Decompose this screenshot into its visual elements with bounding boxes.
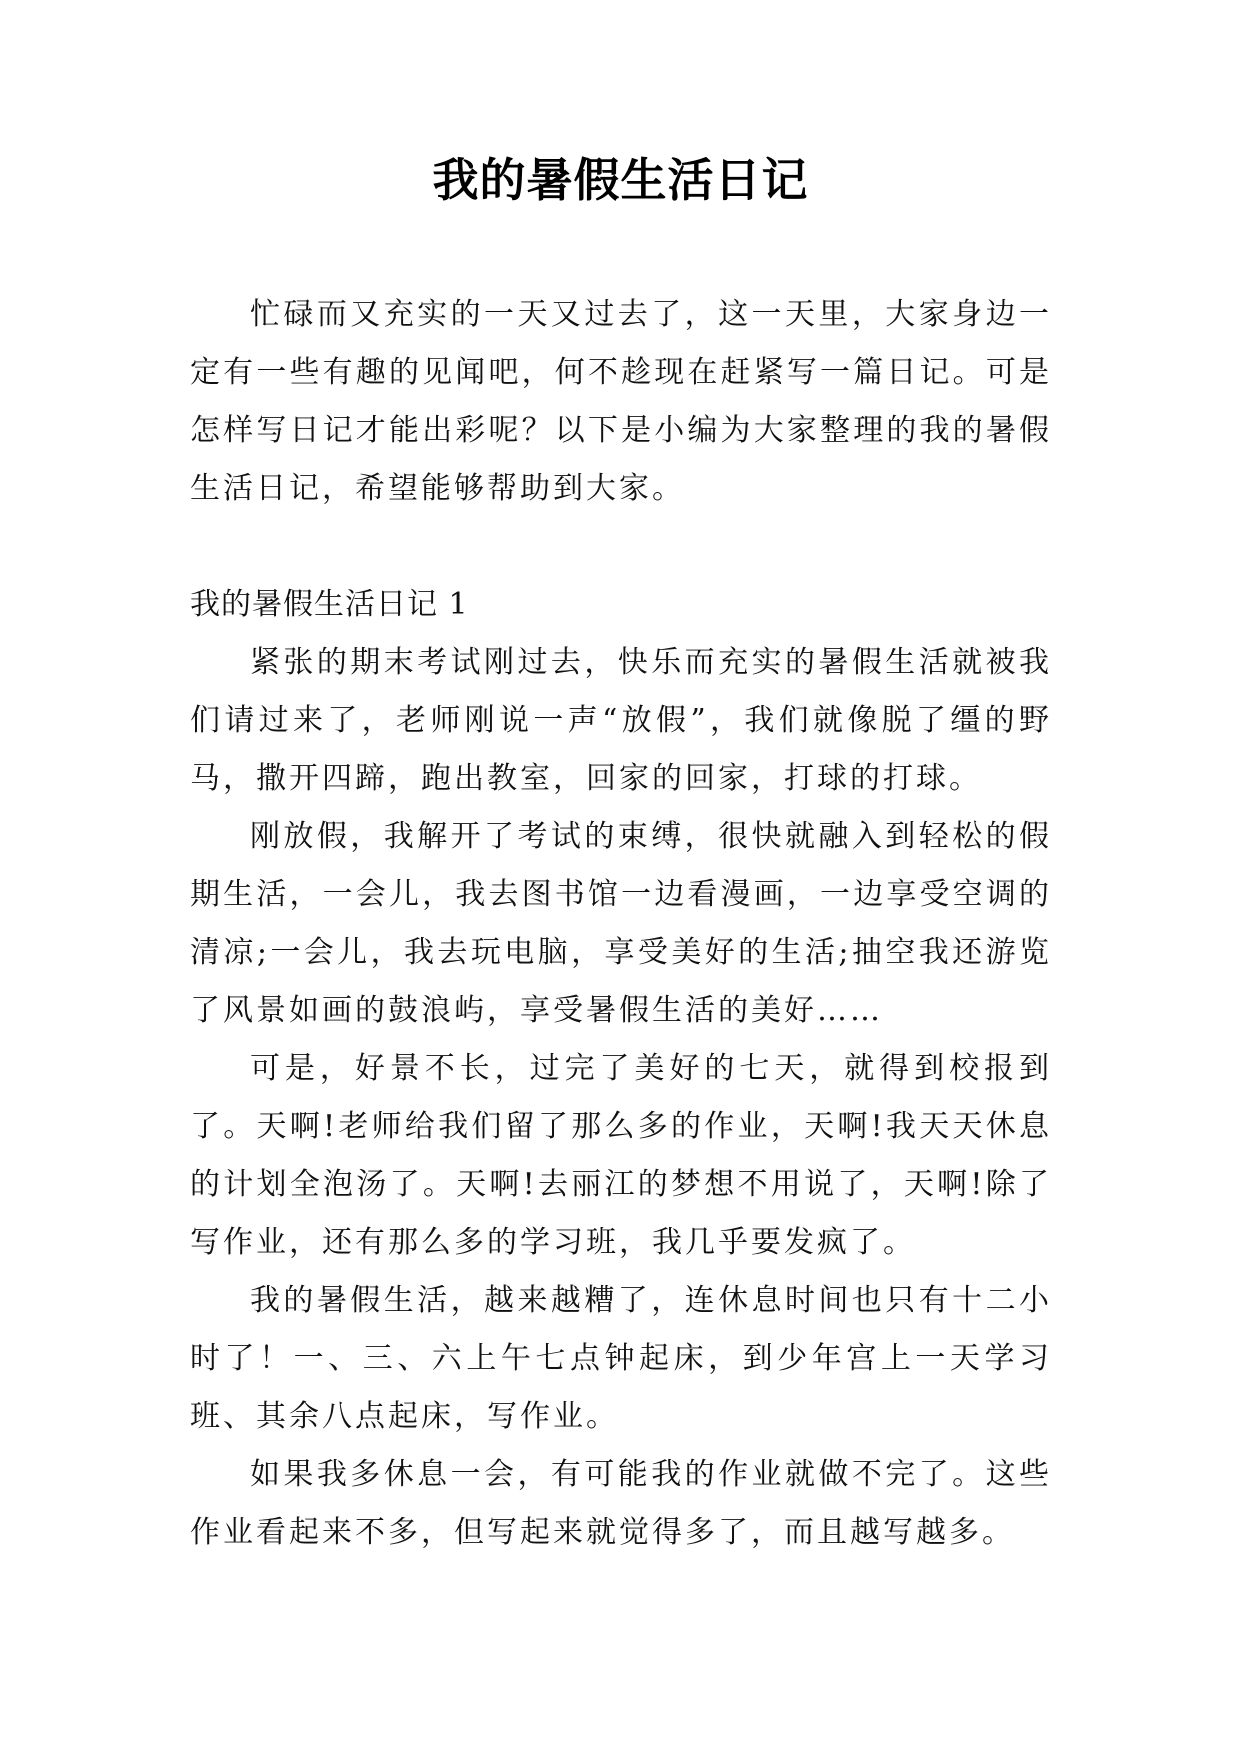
body-paragraph: 我的暑假生活，越来越糟了，连休息时间也只有十二小时了！一、三、六上午七点钟起床，到少年宫上一天学习班、其余八点起床，写作业。 bbox=[190, 1283, 1052, 1434]
body-paragraph: 紧张的期末考试刚过去，快乐而充实的暑假生活就被我们请过来了，老师刚说一声“放假”，我们就像脱了缰的野马，撒开四蹄，跑出教室，回家的回家，打球的打球。 bbox=[190, 645, 1052, 796]
document-body bbox=[190, 286, 1052, 1562]
document-title: 我的暑假生活日记 bbox=[432, 153, 809, 207]
body-paragraph: 可是，好景不长，过完了美好的七天，就得到校报到了。天啊!老师给我们留了那么多的作业，天啊!我天天休息的计划全泡汤了。天啊!去丽江的梦想不用说了，天啊!除了写作业，还有那么多的学习班，我几乎要发疯了。 bbox=[190, 1051, 1052, 1260]
section-heading: 我的暑假生活日记 1 bbox=[190, 587, 469, 622]
body-paragraph: 如果我多休息一会，有可能我的作业就做不完了。这些作业看起来不多，但写起来就觉得多了，而且越写越多。 bbox=[190, 1457, 1052, 1550]
intro-paragraph: 忙碌而又充实的一天又过去了，这一天里，大家身边一定有一些有趣的见闻吧，何不趁现在赶紧写一篇日记。可是怎样写日记才能出彩呢？以下是小编为大家整理的我的暑假生活日记，希望能够帮助到大家。 bbox=[190, 297, 1052, 506]
body-paragraph: 刚放假，我解开了考试的束缚，很快就融入到轻松的假期生活，一会儿，我去图书馆一边看漫画，一边享受空调的清凉;一会儿，我去玩电脑，享受美好的生活;抽空我还游览了风景如画的鼓浪屿，享受暑假生活的美好…… bbox=[190, 819, 1052, 1028]
